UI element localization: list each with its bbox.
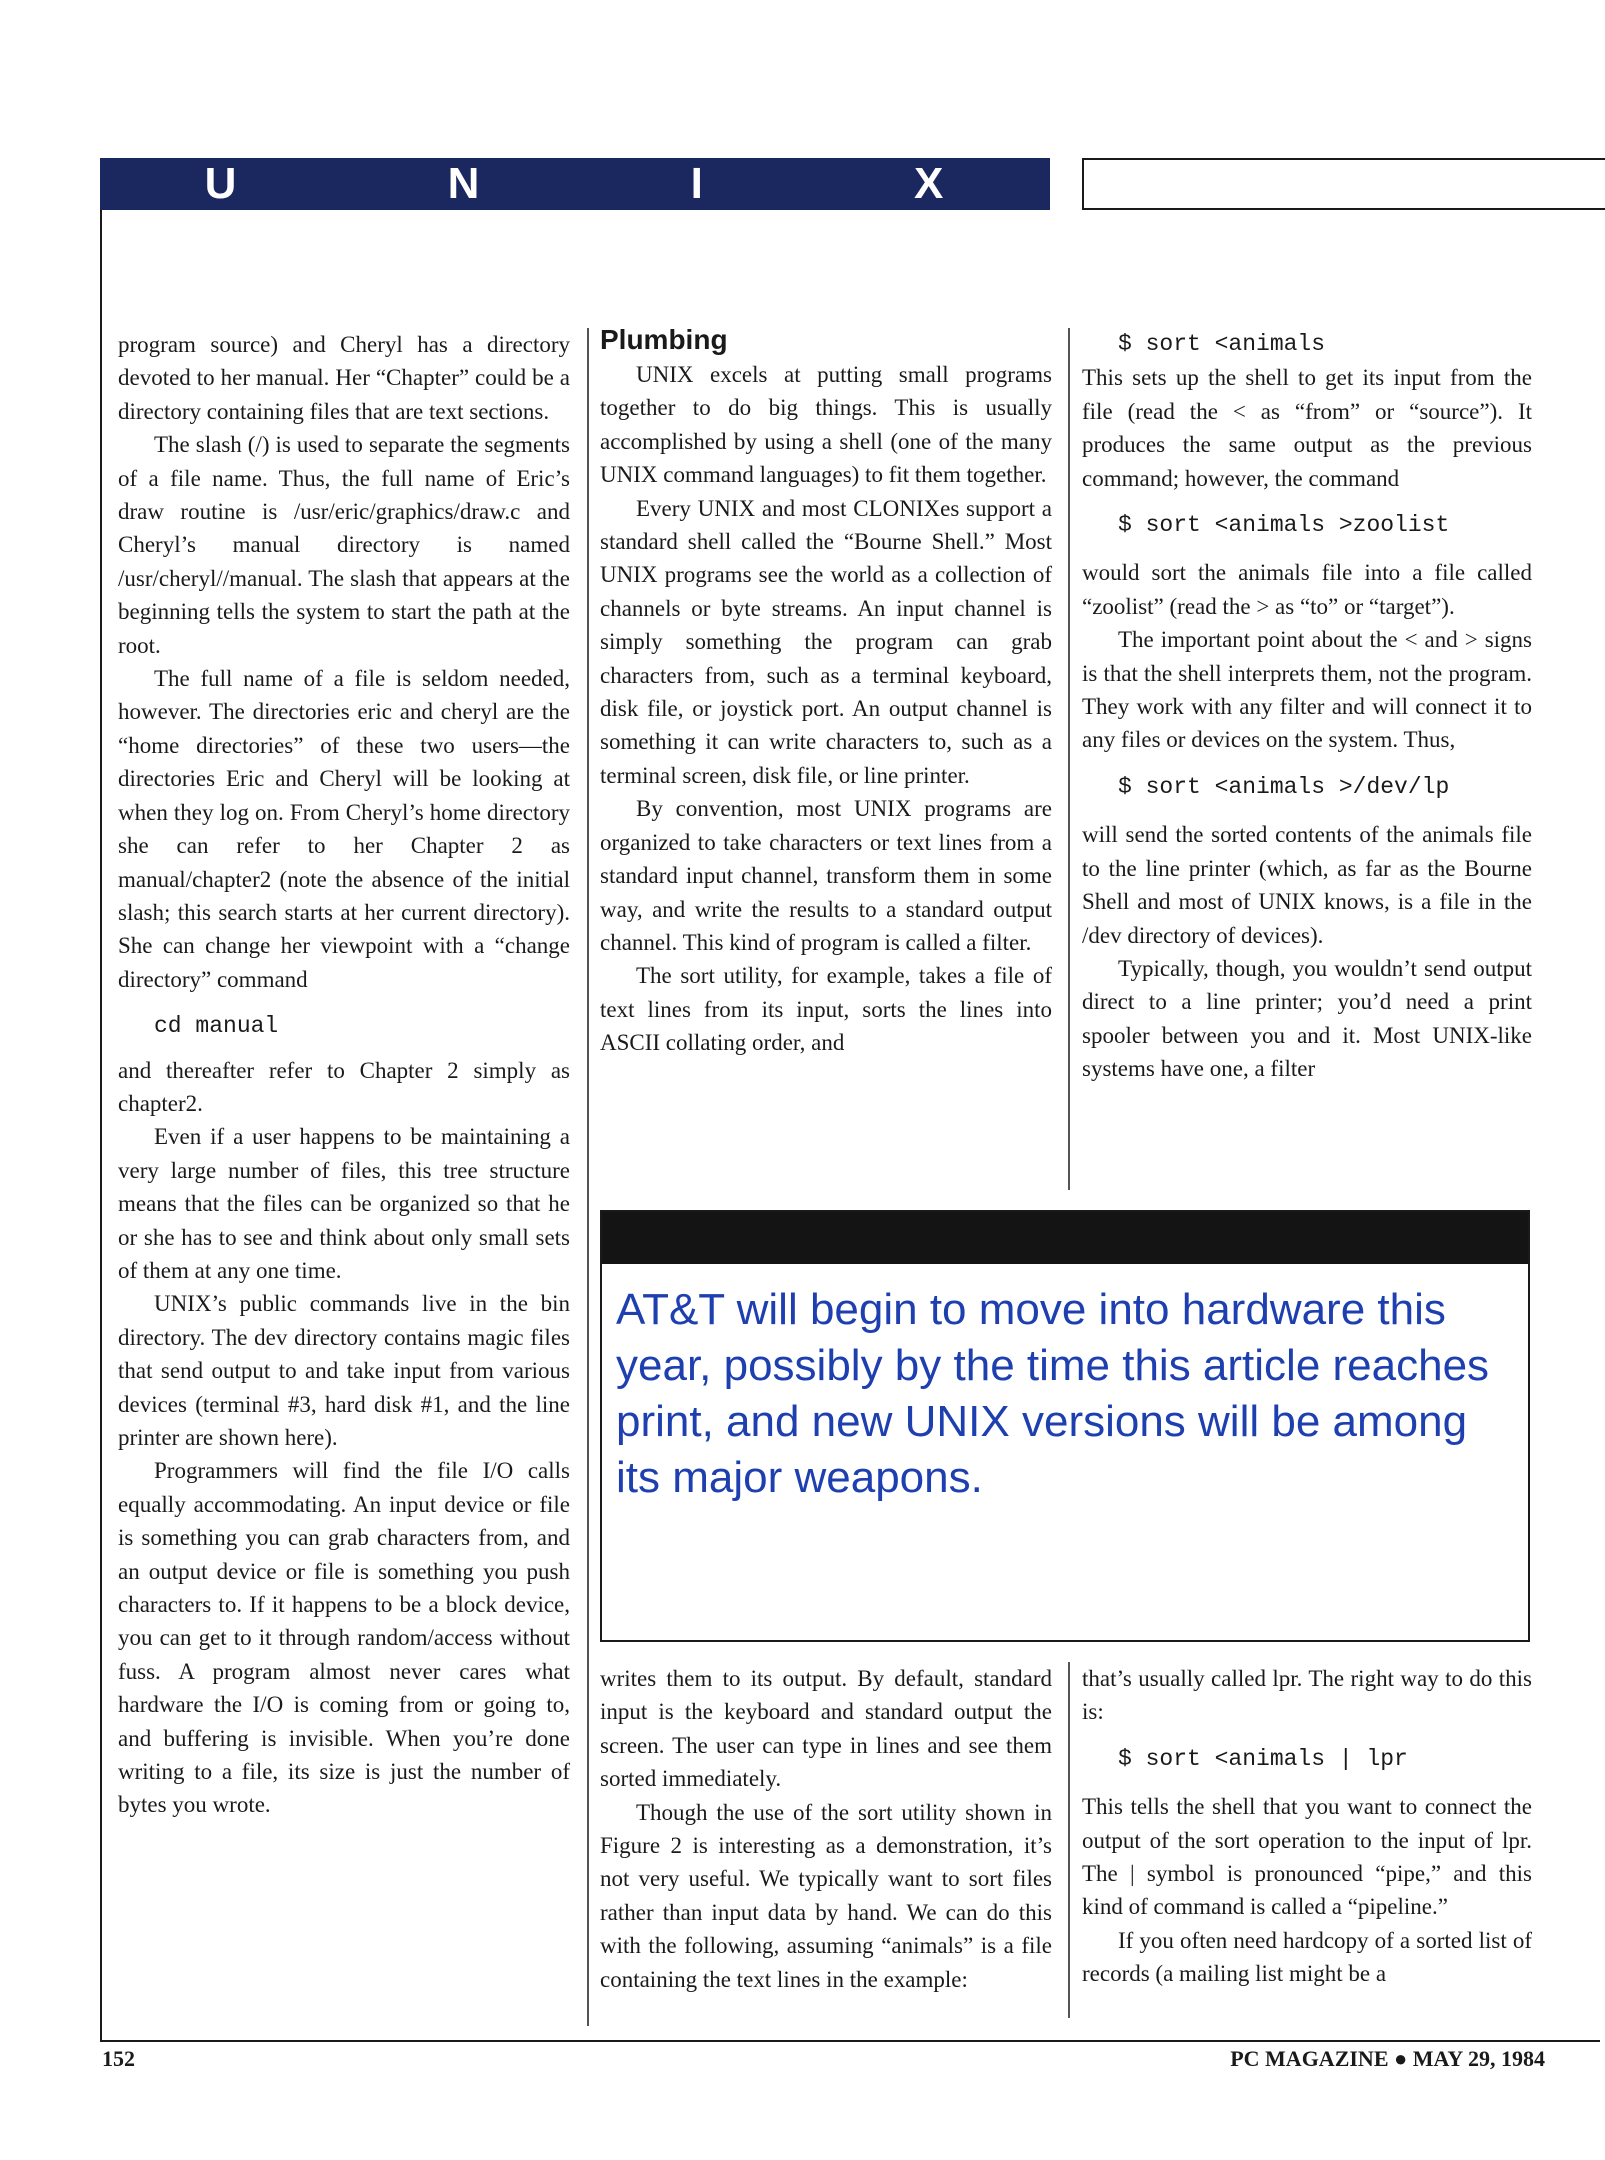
column-2 [600,322,1052,1060]
paragraph: UNIX excels at putting small programs together to do big things. This is usually accomplished by using a shell (one of the many UNIX command languages) to fit them together. [600,362,1052,488]
column-rule [1068,328,1070,1190]
banner-letter: U [204,159,239,208]
paragraph: that’s usually called lpr. The right way to do this is: [1082,1666,1532,1725]
column-3 [1082,328,1532,1086]
code-line: $ sort <animals | lpr [1118,1745,1408,1772]
banner-letter: I [690,159,705,208]
paragraph: The full name of a file is seldom needed, however. The directories eric and cheryl are the “home directories” of these two users—the directories Eric and Cheryl will be looking at when they log on. From Cheryl’s home directory she can refer to her Chapter 2 as manual/chapter2 (note the absence of the initial slash; this search starts at her current directory). She can change her viewpoint with a “change directory” command [118,666,570,992]
code-line: $ sort <animals [1118,331,1326,357]
page-number: 152 [102,2046,135,2071]
paragraph: This sets up the shell to get its input from the file (read the < as “from” or “source”). It produces the same output as the previous command; however, the command [1082,365,1532,491]
paragraph: and thereafter refer to Chapter 2 simply as chapter2. [118,1057,570,1116]
paragraph: writes them to its output. By default, standard input is the keyboard and standard output the screen. The user can type in lines and see them sorted immediately. [600,1666,1052,1792]
paragraph: Even if a user happens to be maintaining a very large number of files, this tree structure means that the files can be organized so that he or she has to see and think about only small sets of them at any one time. [118,1124,570,1283]
code-line: $ sort <animals >/dev/lp [1118,773,1450,800]
section-heading: Plumbing [600,324,728,355]
pull-quote-text: AT&T will begin to move into hardware this year, possibly by the time this article reaches print, and new UNIX versions will be among its major weapons. [616,1285,1490,1502]
column-1 [118,328,570,1822]
column-rule [1068,1662,1070,2018]
paragraph: UNIX’s public commands live in the bin directory. The dev directory contains magic files that send output to and take input from various devices (terminal #3, hard disk #1, and the line printer are shown here). [118,1291,570,1450]
paragraph: The sort utility, for example, takes a file of text lines from its input, sorts the lines into ASCII collating order, and [600,963,1052,1056]
banner-box [1082,158,1605,210]
paragraph: would sort the animals file into a file called “zoolist” (read the > as “to” or “target”). [1082,560,1532,619]
pull-quote [600,1210,1530,1642]
paragraph: will send the sorted contents of the animals file to the line printer (which, as far as the Bourne Shell and most of UNIX knows, is a file in the /dev directory of devices). [1082,822,1532,948]
paragraph: If you often need hardcopy of a sorted list of records (a mailing list might be a [1082,1927,1532,1987]
paragraph: The important point about the < and > signs is that the shell interprets them, not the program. They work with any filter and will connect it to any files or devices on the system. Thus, [1082,627,1532,753]
column-2-bottom [600,1662,1052,1996]
paragraph: program source) and Cheryl has a directory devoted to her manual. Her “Chapter” could be a directory containing files that are text sections. [118,332,570,424]
paragraph: Every UNIX and most CLONIXes support a standard shell called the “Bourne Shell.” Most UNIX programs see the world as a collection of channels or byte streams. An input channel is simply something the program can grab characters from, such as a terminal keyboard, disk file, or joystick port. An output channel is something it can write characters to, such as a terminal screen, disk file, or line printer. [600,495,1052,788]
column-3-bottom [1082,1662,1532,1991]
paragraph: The slash (/) is used to separate the segments of a file name. Thus, the full name of Eric’s draw routine is /usr/eric/graphics/draw.c and Cheryl’s manual directory is named /usr/cheryl//manual. The slash that appears at the beginning tells the system to start the path at the root. [118,432,570,658]
page-left-rule [100,210,102,2042]
paragraph: Typically, though, you wouldn’t send output direct to a line printer; you’d need a print spooler between you and it. Most UNIX-like systems have one, a filter [1082,955,1532,1082]
paragraph: Though the use of the sort utility shown in Figure 2 is interesting as a demonstration, it’s not very useful. We typically want to sort files rather than input data by hand. We can do this with the following, assuming “animals” is a file containing the text lines in the example: [600,1799,1052,1992]
code-line: cd manual [154,1013,279,1040]
paragraph: Programmers will find the file I/O calls equally accommodating. An input device or file is something you can grab characters from, and an output device or file is something you push characters to. If it happens to be a block device, you can get to it through random/access without fuss. A program almost never cares what hardware the I/O is coming from or going to, and buffering is invisible. When you’re done writing to a file, its size is just the number of bytes you wrote. [118,1458,570,1818]
paragraph: This tells the shell that you want to connect the output of the sort operation to the input of lpr. The | symbol is pronounced “pipe,” and this kind of command is called a “pipeline.” [1082,1794,1532,1920]
section-banner [100,158,1050,210]
banner-letter: X [914,159,946,208]
code-line: $ sort <animals >zoolist [1118,512,1450,539]
paragraph: By convention, most UNIX programs are organized to take characters or text lines from a standard input channel, transform them in some way, and write the results to a standard output channel. This kind of program is called a filter. [600,796,1052,955]
magazine-footer: PC MAGAZINE ● MAY 29, 1984 [1230,2046,1545,2071]
pull-quote-bar [602,1212,1528,1264]
column-rule [587,328,589,2026]
banner-letter: N [447,159,482,208]
footer-rule [100,2040,1600,2042]
